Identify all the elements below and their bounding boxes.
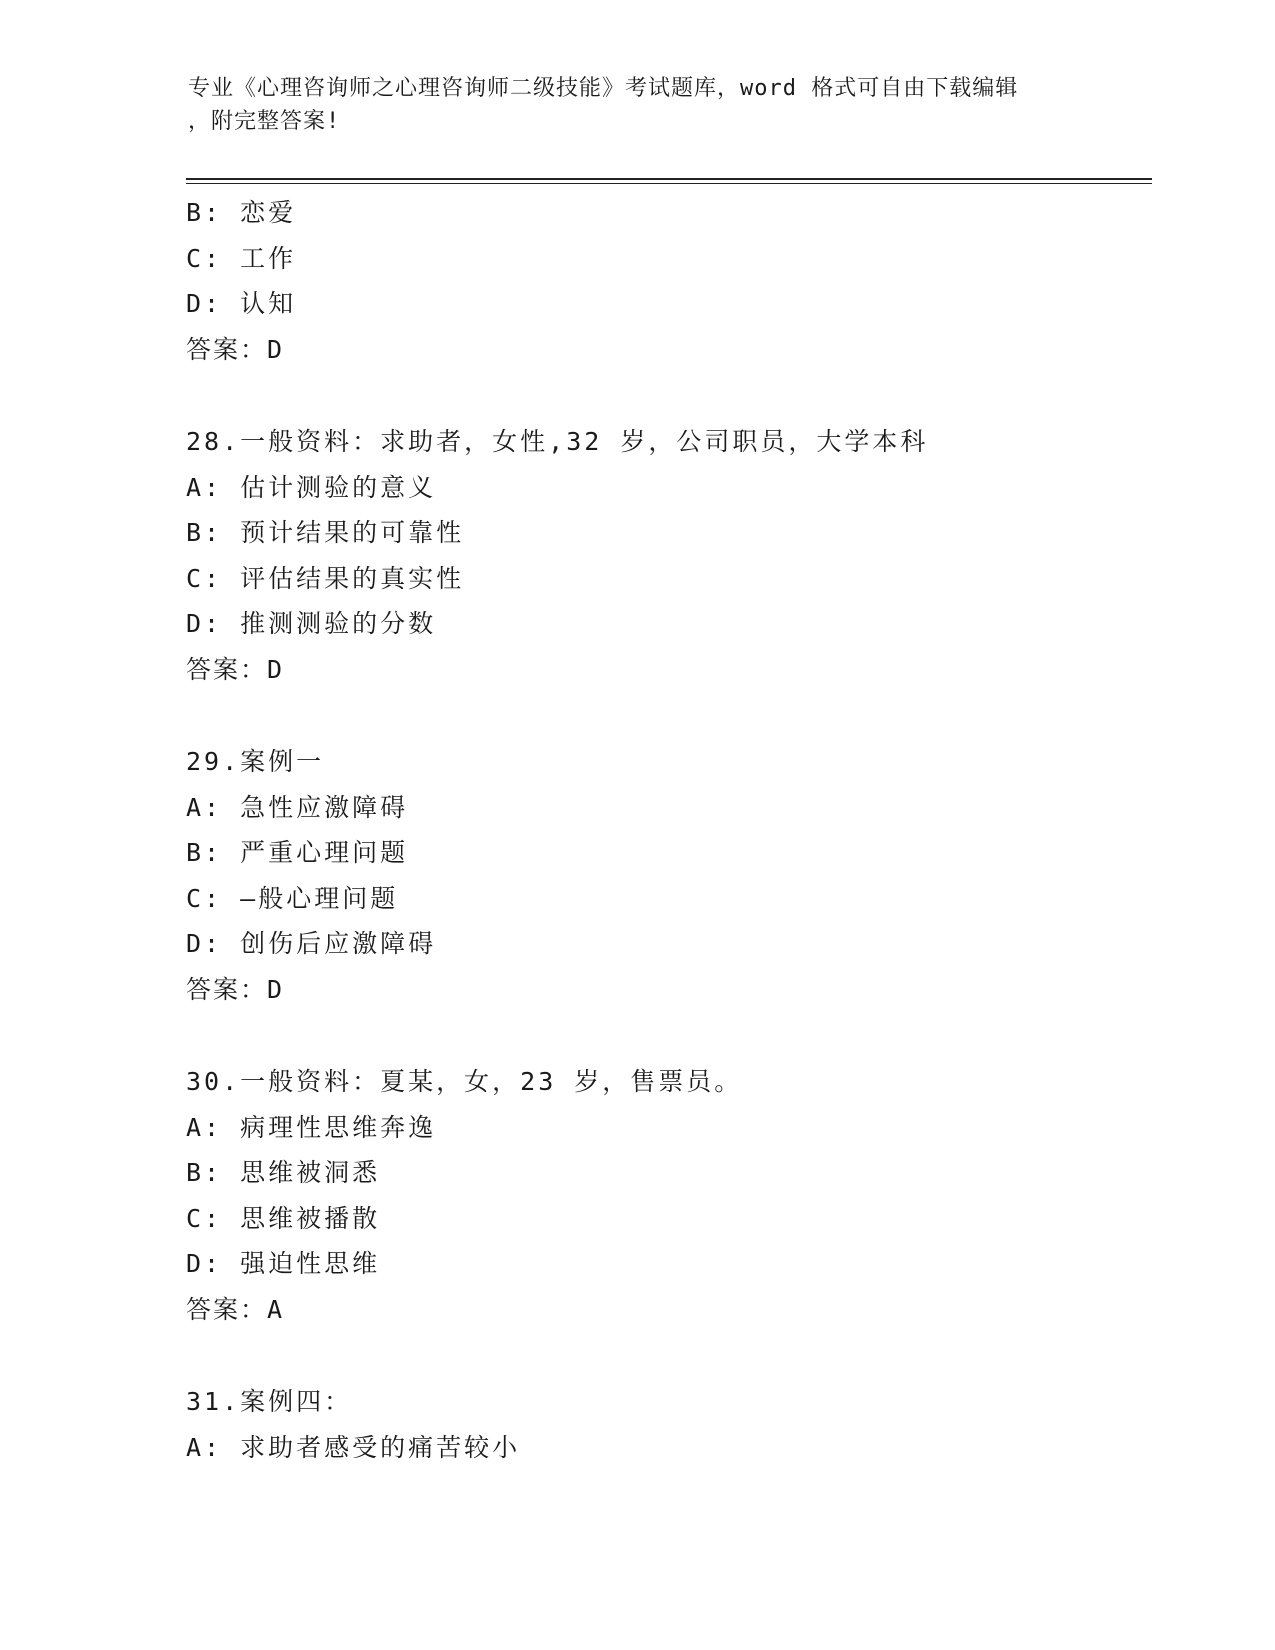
question-list: [186, 190, 1146, 1470]
option-b: B: 恋爱: [186, 198, 297, 227]
option-a: A: 求助者感受的痛苦较小: [186, 1432, 521, 1462]
option-a: A: 估计测验的意义: [186, 472, 437, 502]
question-stem: 30.一般资料：夏某，女，23 岁，售票员。: [186, 1067, 743, 1096]
option-a: A: 急性应激障碍: [186, 792, 409, 822]
spacer: [186, 1012, 1146, 1059]
question-31: [186, 1379, 1146, 1470]
question-30: [186, 1059, 1146, 1332]
option-b: B: 严重心理问题: [186, 838, 409, 867]
option-d: D: 创伤后应激障碍: [186, 929, 437, 958]
option-c: C: 评估结果的真实性: [186, 563, 465, 593]
option-d: D: 推测测验的分数: [186, 609, 437, 638]
answer-line: 答案：D: [186, 334, 285, 364]
answer-line: 答案：D: [186, 654, 285, 684]
option-c: C: 工作: [186, 243, 297, 273]
spacer: [186, 1332, 1146, 1379]
option-b: B: 预计结果的可靠性: [186, 518, 465, 547]
question-stem: 31.案例四：: [186, 1387, 353, 1416]
question-stem: 29.案例一: [186, 747, 325, 776]
header-divider-thin: [186, 183, 1152, 184]
question-stem: 28.一般资料：求助者，女性,32 岁，公司职员，大学本科: [186, 427, 929, 456]
answer-line: 答案：D: [186, 974, 285, 1004]
question-29: [186, 739, 1146, 1012]
option-d: D: 强迫性思维: [186, 1249, 381, 1278]
answer-line: 答案：A: [186, 1294, 285, 1324]
option-c: C: 思维被播散: [186, 1203, 381, 1233]
question-27-continuation: [186, 190, 1146, 372]
option-d: D: 认知: [186, 289, 297, 318]
question-28: [186, 419, 1146, 692]
option-c: C: —般心理问题: [186, 883, 399, 913]
spacer: [186, 372, 1146, 419]
header-line-1: 专业《心理咨询师之心理咨询师二级技能》考试题库，word 格式可自由下载编辑: [188, 76, 1019, 101]
option-a: A: 病理性思维奔逸: [186, 1112, 437, 1142]
header-line-2: ，附完整答案!: [188, 109, 341, 134]
header-divider-thick: [186, 178, 1152, 180]
document-header: [188, 72, 1088, 138]
spacer: [186, 692, 1146, 739]
option-b: B: 思维被洞悉: [186, 1158, 381, 1187]
